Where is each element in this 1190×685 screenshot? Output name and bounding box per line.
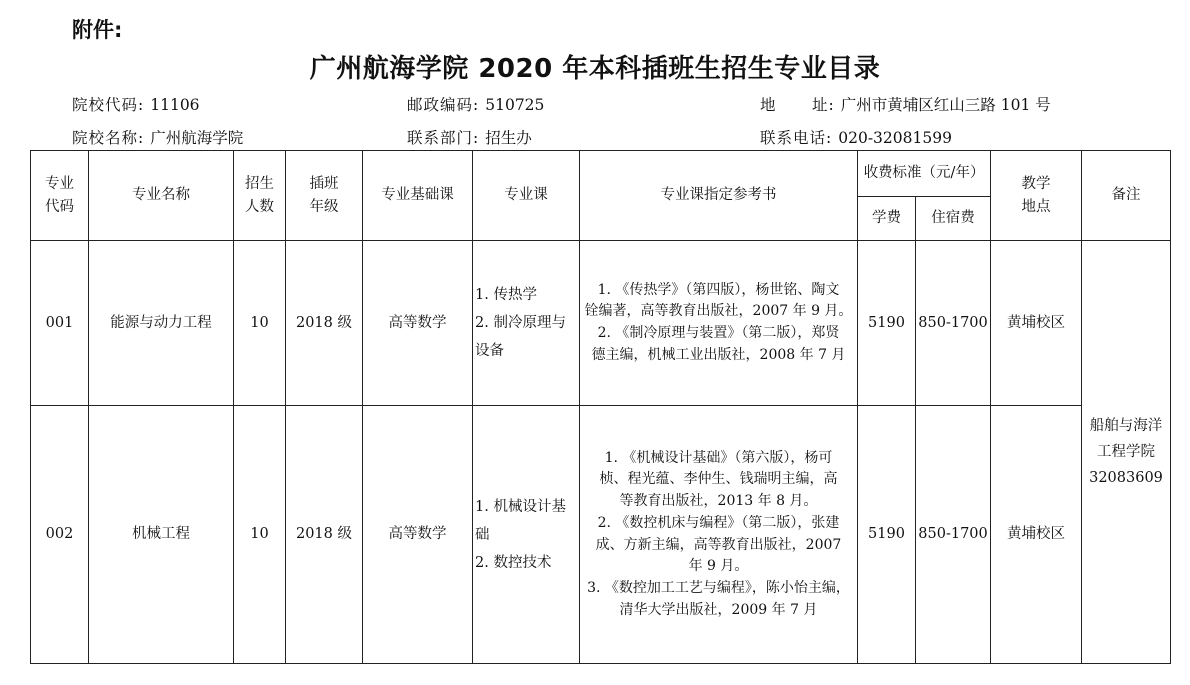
postal-code-info xyxy=(407,93,544,115)
school-code-value: 11106 xyxy=(150,96,200,114)
row2-reference-line: 成、方新主编，高等教育出版社，2007 xyxy=(595,536,842,553)
row1-reference-line: 德主编，机械工业出版社，2008 年 7 月 xyxy=(591,346,846,363)
phone-value: 020-32081599 xyxy=(838,129,952,147)
header-grade xyxy=(286,151,363,241)
attachment-label: 附件: xyxy=(72,18,123,42)
school-name-label: 院校名称: xyxy=(72,129,145,147)
postal-code-label: 邮政编码: xyxy=(407,96,480,114)
header-code-line1: 专业 xyxy=(45,176,74,193)
header-grade-line1: 插班 xyxy=(309,176,339,193)
address-info xyxy=(760,93,1051,115)
row2-name: 机械工程 xyxy=(89,406,234,664)
row1-reference-line: 1. 《传热学》（第四版），杨世铭、陶文 xyxy=(597,281,840,298)
row2-location: 黄埔校区 xyxy=(991,406,1082,664)
header-reference: 专业课指定参考书 xyxy=(580,151,858,241)
school-code-label: 院校代码: xyxy=(72,96,145,114)
row2-reference-line: 年 9 月。 xyxy=(688,558,749,575)
header-grade-line2: 年级 xyxy=(309,198,339,215)
row2-enrollment: 10 xyxy=(234,406,286,664)
row1-major-courses xyxy=(473,241,580,406)
row1-basic-course: 高等数学 xyxy=(363,241,473,406)
remark-line: 船舶与海洋 xyxy=(1089,418,1163,434)
row1-accommodation: 850-1700 xyxy=(916,241,991,406)
header-major-course: 专业课 xyxy=(473,151,580,241)
row2-grade: 2018 级 xyxy=(286,406,363,664)
header-enrollment-line1: 招生 xyxy=(245,176,274,193)
phone-info xyxy=(760,126,952,148)
department-value: 招生办 xyxy=(485,129,532,147)
header-remark: 备注 xyxy=(1082,151,1171,241)
remark-line: 工程学院 xyxy=(1097,444,1156,460)
row1-code: 001 xyxy=(31,241,89,406)
row2-reference-line: 3. 《数控加工工艺与编程》，陈小怡主编， xyxy=(587,579,850,596)
header-location xyxy=(991,151,1082,241)
page-title: 广州航海学院 2020 年本科插班生招生专业目录 xyxy=(309,54,881,84)
row1-enrollment: 10 xyxy=(234,241,286,406)
row1-tuition: 5190 xyxy=(858,241,916,406)
row2-basic-course: 高等数学 xyxy=(363,406,473,664)
row1-reference-line: 2. 《制冷原理与装置》（第二版），郑贤 xyxy=(597,325,840,341)
row2-tuition: 5190 xyxy=(858,406,916,664)
row2-major-course-line: 1. 机械设计基 xyxy=(475,498,566,515)
table-row xyxy=(31,241,1171,406)
header-location-line2: 地点 xyxy=(1021,198,1051,215)
remark-line: 32083609 xyxy=(1089,470,1163,486)
row2-reference-line: 2. 《数控机床与编程》（第二版），张建 xyxy=(597,514,840,531)
row2-references xyxy=(580,406,858,664)
row2-accommodation: 850-1700 xyxy=(916,406,991,664)
school-name-info xyxy=(72,126,243,148)
postal-code-value: 510725 xyxy=(485,96,545,114)
department-info xyxy=(407,126,532,148)
address-value: 广州市黄埔区红山三路 101 号 xyxy=(840,96,1051,114)
header-accommodation: 住宿费 xyxy=(916,197,991,241)
row2-major-course-line: 础 xyxy=(475,526,490,543)
header-basic-course: 专业基础课 xyxy=(363,151,473,241)
header-enrollment xyxy=(234,151,286,241)
row1-major-course-line: 2. 制冷原理与 xyxy=(475,315,566,331)
major-catalog-table xyxy=(30,150,1171,664)
row2-reference-line: 等教育出版社，2013 年 8 月。 xyxy=(619,493,818,510)
header-code xyxy=(31,151,89,241)
row1-references xyxy=(580,241,858,406)
header-name: 专业名称 xyxy=(89,151,234,241)
phone-label: 联系电话: xyxy=(760,129,833,147)
row2-major-course-line: 2. 数控技术 xyxy=(475,554,552,571)
row1-location: 黄埔校区 xyxy=(991,241,1082,406)
row2-major-courses xyxy=(473,406,580,664)
row2-reference-line: 1. 《机械设计基础》（第六版），杨可 xyxy=(604,449,833,466)
row1-major-course-line: 1. 传热学 xyxy=(475,287,537,303)
header-code-line2: 代码 xyxy=(45,198,74,215)
row2-reference-line: 清华大学出版社，2009 年 7 月 xyxy=(619,601,818,618)
row1-reference-line: 铨编著，高等教育出版社，2007 年 9 月。 xyxy=(584,303,853,320)
row1-major-course-line: 设备 xyxy=(475,343,504,359)
department-label: 联系部门: xyxy=(407,129,480,147)
address-label: 地 址: xyxy=(760,96,835,114)
row2-reference-line: 桢、程光蕴、李仲生、钱瑞明主编，高 xyxy=(599,471,838,488)
school-code-info xyxy=(72,93,200,115)
table-row xyxy=(31,406,1171,664)
header-enrollment-line2: 人数 xyxy=(245,198,274,215)
row1-name: 能源与动力工程 xyxy=(89,241,234,406)
school-name-value: 广州航海学院 xyxy=(150,129,244,147)
header-tuition: 学费 xyxy=(858,197,916,241)
header-location-line1: 教学 xyxy=(1021,176,1051,193)
row1-grade: 2018 级 xyxy=(286,241,363,406)
remark-cell xyxy=(1082,241,1171,664)
header-fee-group: 收费标准（元/年） xyxy=(858,151,991,197)
row2-code: 002 xyxy=(31,406,89,664)
